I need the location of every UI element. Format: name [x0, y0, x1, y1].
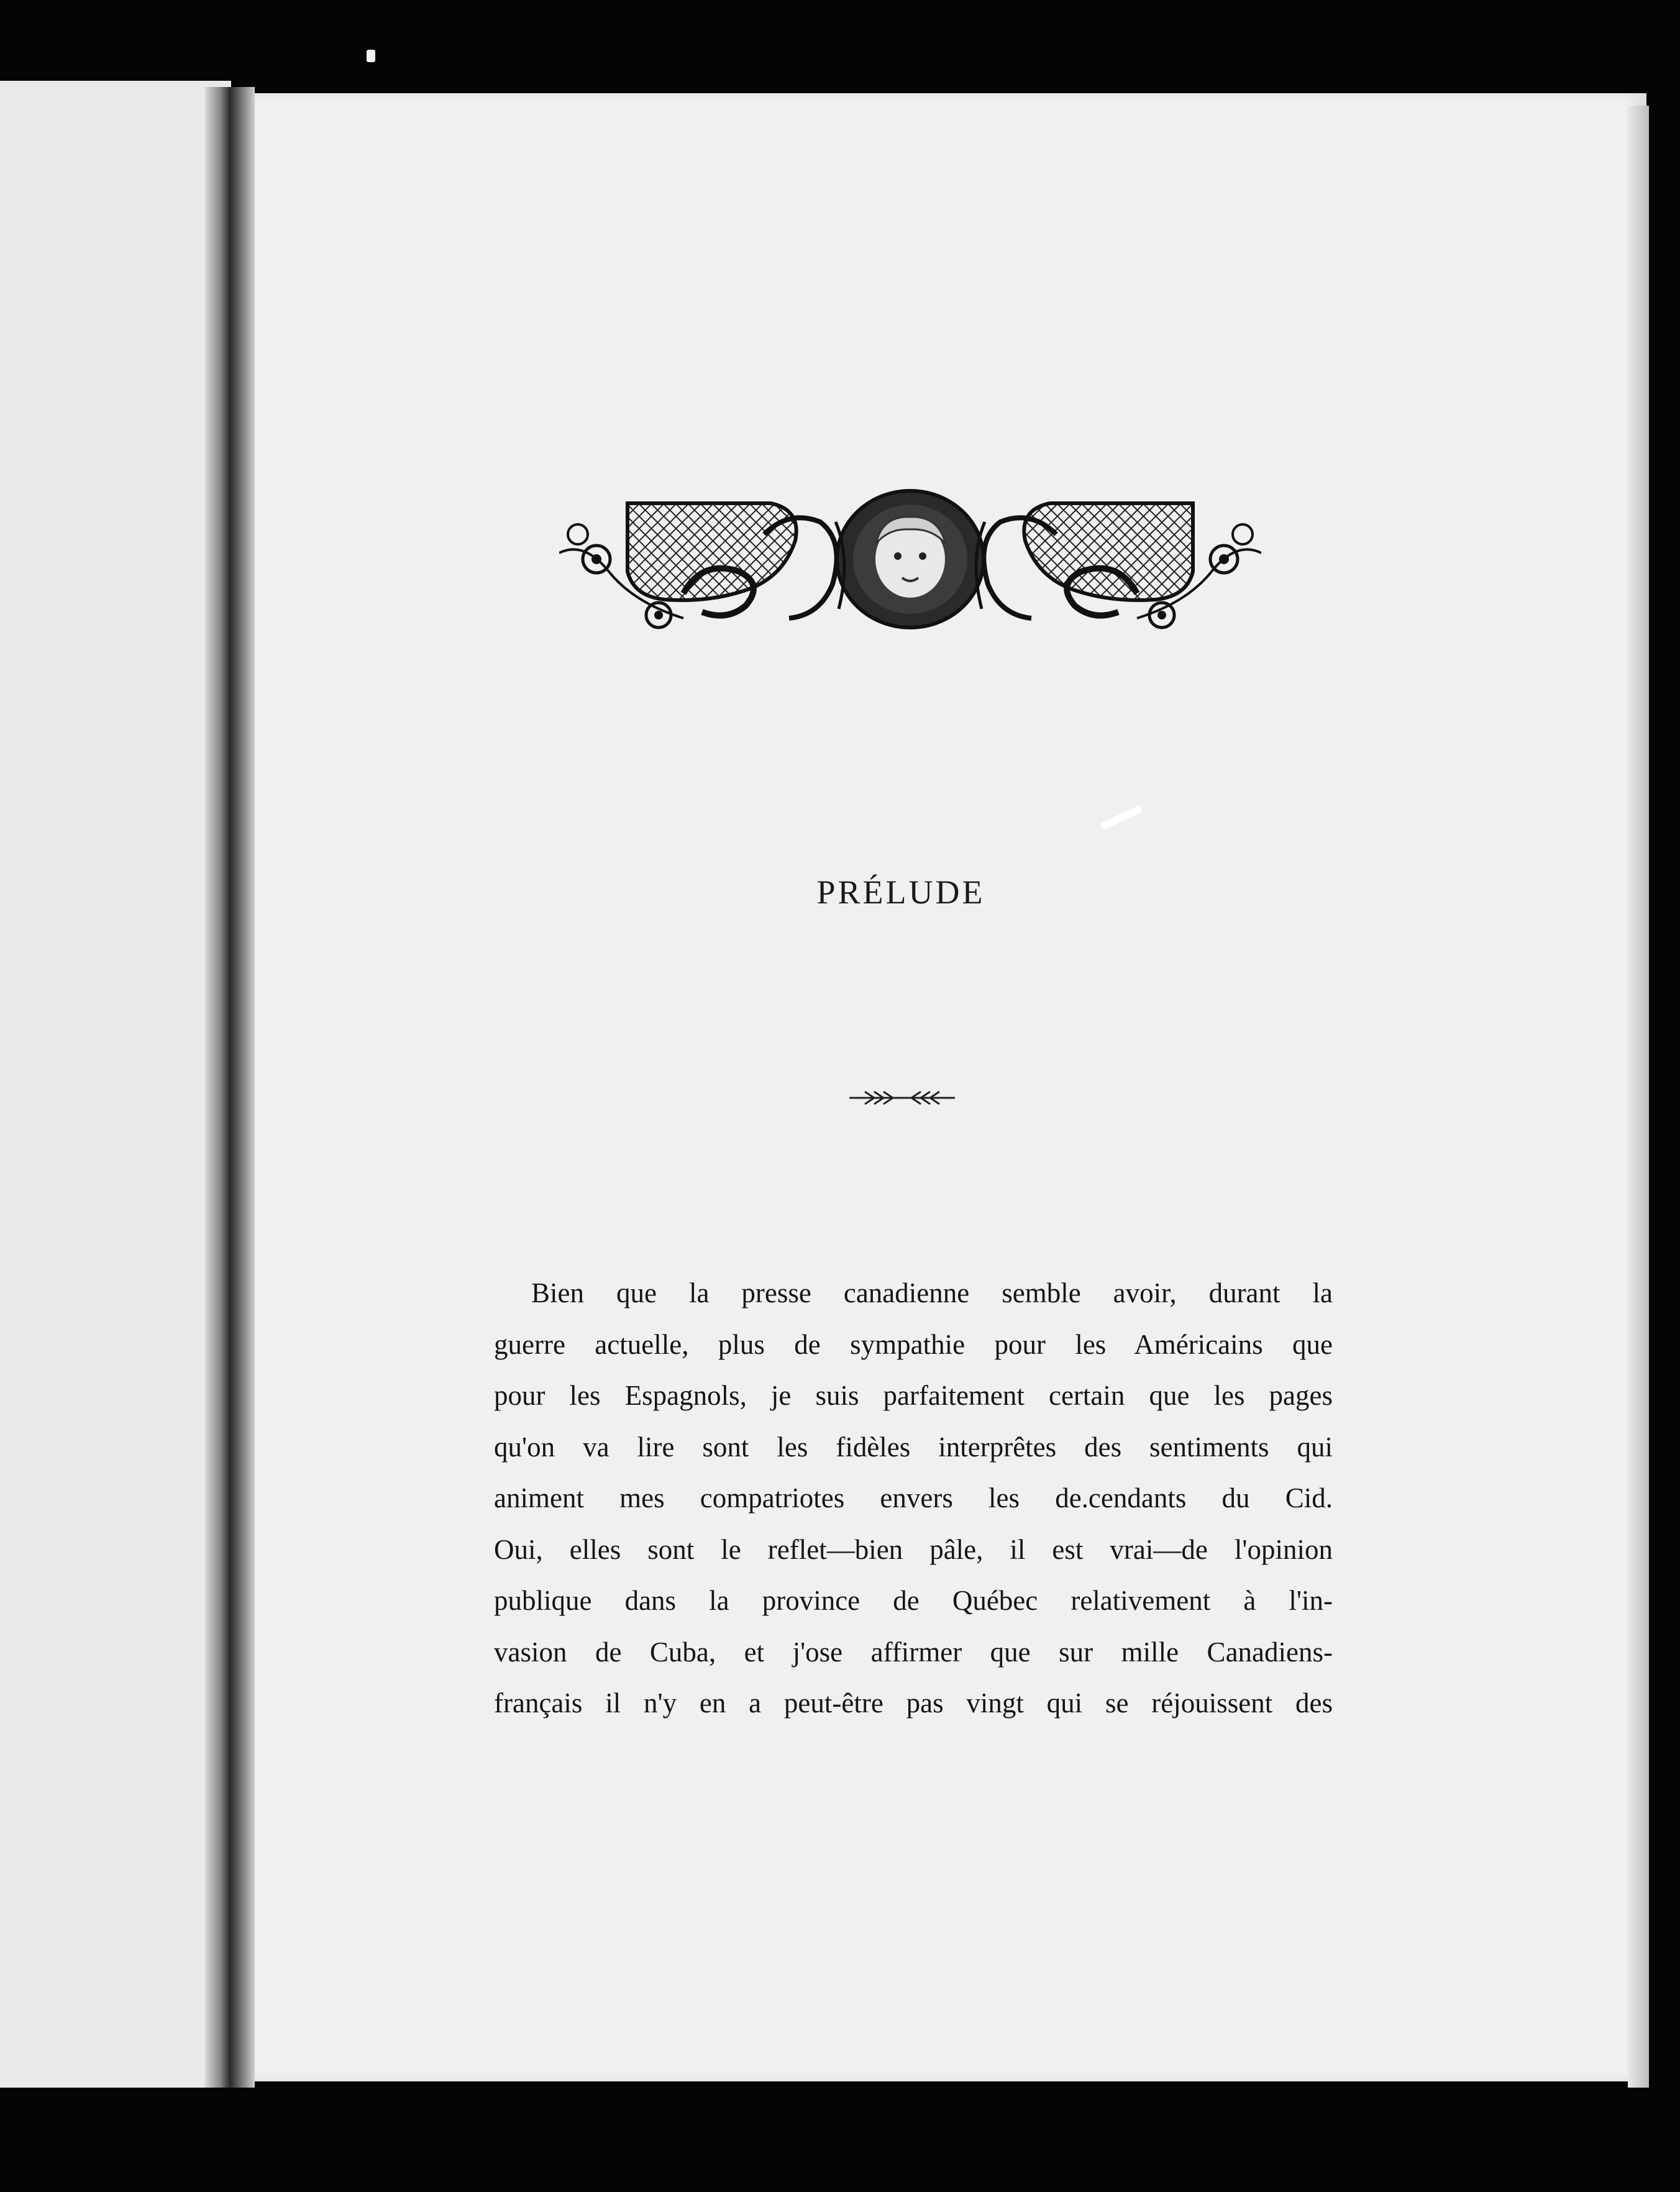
scan-background-bottom [0, 2088, 1680, 2192]
text-line: publique dans la province de Québec relativement à l'in- [494, 1585, 1333, 1616]
body-paragraph [494, 1267, 1333, 1729]
page-edge [1628, 106, 1649, 2088]
page-right [255, 93, 1646, 2081]
text-line: pour les Espagnols, je suis parfaitement certain que les pages [494, 1380, 1333, 1411]
text-line: français il n'y en a peut-être pas vingt qui se réjouissent des [494, 1687, 1333, 1719]
cherub-headpiece-icon [559, 485, 1261, 640]
text-line: animent mes compatriotes envers les de.cendants du Cid. [494, 1482, 1333, 1514]
arrow-flourish-divider-icon [846, 1089, 958, 1107]
text-line: vasion de Cuba, et j'ose affirmer que sur mille Canadiens- [494, 1636, 1333, 1668]
page-title: PRÉLUDE [816, 874, 985, 911]
text-line: Bi⁠en que la presse canadienne semble avoir, durant la [531, 1277, 1333, 1308]
text-line: Oui, elles sont le reflet—bien pâle, il est vrai—de l'opinion [494, 1533, 1333, 1565]
text-line: guerre actuelle, plus de sympathie pour les Américains que [494, 1328, 1333, 1360]
facing-page-left [0, 81, 231, 2088]
text-line: qu'on va lire sont les fidèles interprêtes des sentiments qui [494, 1431, 1333, 1463]
book-gutter [205, 87, 255, 2088]
scan-speck [367, 50, 375, 62]
